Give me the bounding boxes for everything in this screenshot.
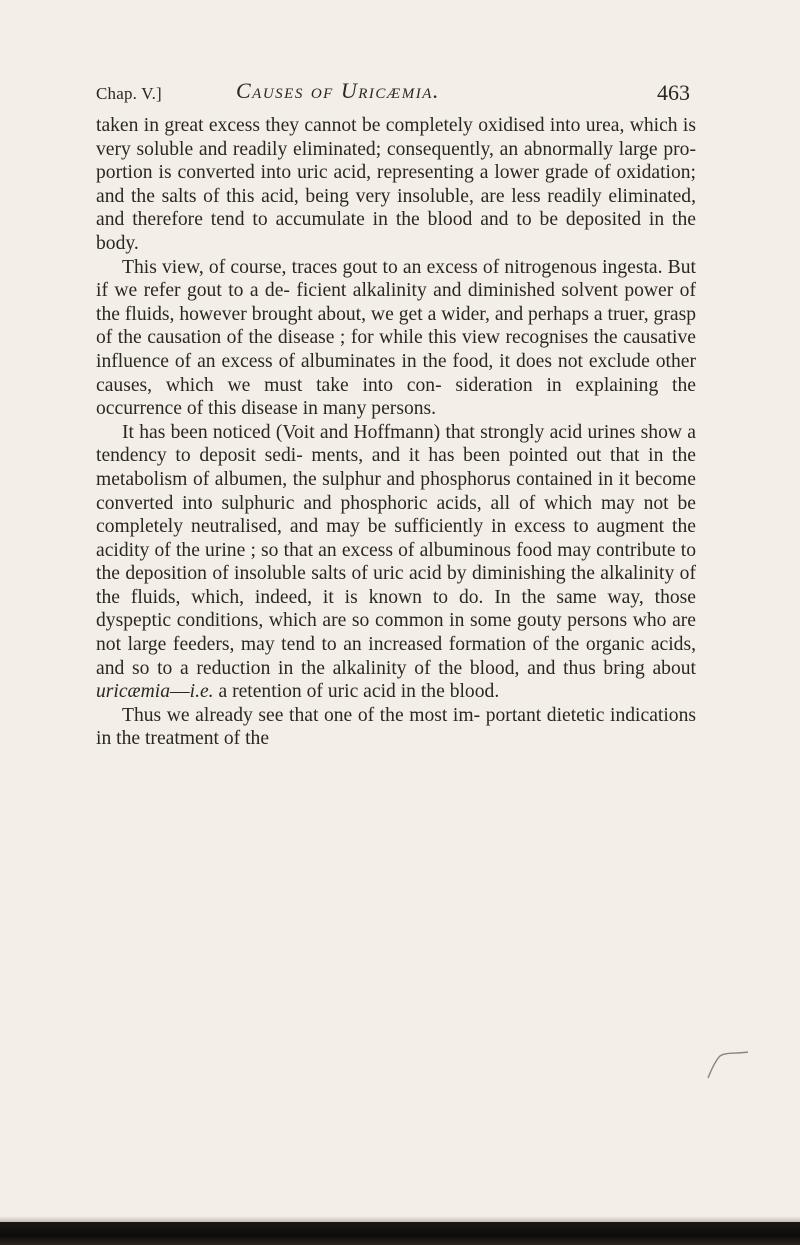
paragraph-1: taken in great excess they cannot be completely oxidised into urea, which is very soluble and readily eliminated; consequently, an abnormally large pro- portion is converted into uric acid, representing a lower grade of oxidation; and the salts of this acid, being very insoluble, are less readily eliminated, and therefore tend to accumulate in the blood and to be deposited in the body.: [96, 115, 696, 254]
page-bottom-edge: [0, 1222, 800, 1245]
pencil-mark-icon: [704, 1030, 750, 1080]
paragraph-3-end: a retention of uric acid in the blood.: [218, 681, 500, 703]
paragraph-2: This view, of course, traces gout to an excess of nitrogenous ingesta. But if we refer gout to a de- ficient alkalinity and diminished solvent power of the fluids, however brought about, we get a wider, and perhaps a truer, grasp of the causation of the disease ; for while this view recognises the causative influence of an excess of albuminates in the food, it does not exclude other causes, which we must take into con- sideration in explaining the occurrence of this disease in many persons.: [96, 256, 696, 420]
italic-term-uricaemia: uricæmia: [96, 681, 171, 703]
running-header: [96, 78, 690, 108]
em-dash: —: [170, 681, 190, 703]
italic-abbrev-ie: i.e.: [189, 681, 214, 703]
paragraph-4: Thus we already see that one of the most im- portant dietetic indications in the treatment of the: [96, 704, 696, 750]
page-number: 463: [657, 80, 690, 105]
body-text: [96, 114, 696, 751]
running-title: Causes of Uricæmia.: [236, 78, 440, 103]
chapter-label: Chap. V.]: [96, 84, 162, 103]
paragraph-3: [96, 421, 696, 704]
paragraph-3-text: It has been noticed (Voit and Hoffmann) that strongly acid urines show a tendency to deposit sedi- ments, and it has been pointed out that in the metabolism of albumen, the sulphur and phosphorus contained in it become converted into sulphuric and phosphoric acids, all of which may not be completely neutralised, and may be sufficiently in excess to augment the acidity of the urine ; so that an excess of albuminous food may contribute to the deposition of insoluble salts of uric acid by diminishing the alkalinity of the fluids, which, indeed, it is known to do. In the same way, those dyspeptic conditions, which are so common in some gouty persons who are not large feeders, may tend to an increased formation of the organic acids, and so to a reduction in the alkalinity of the blood, and thus bring about: [96, 421, 696, 679]
